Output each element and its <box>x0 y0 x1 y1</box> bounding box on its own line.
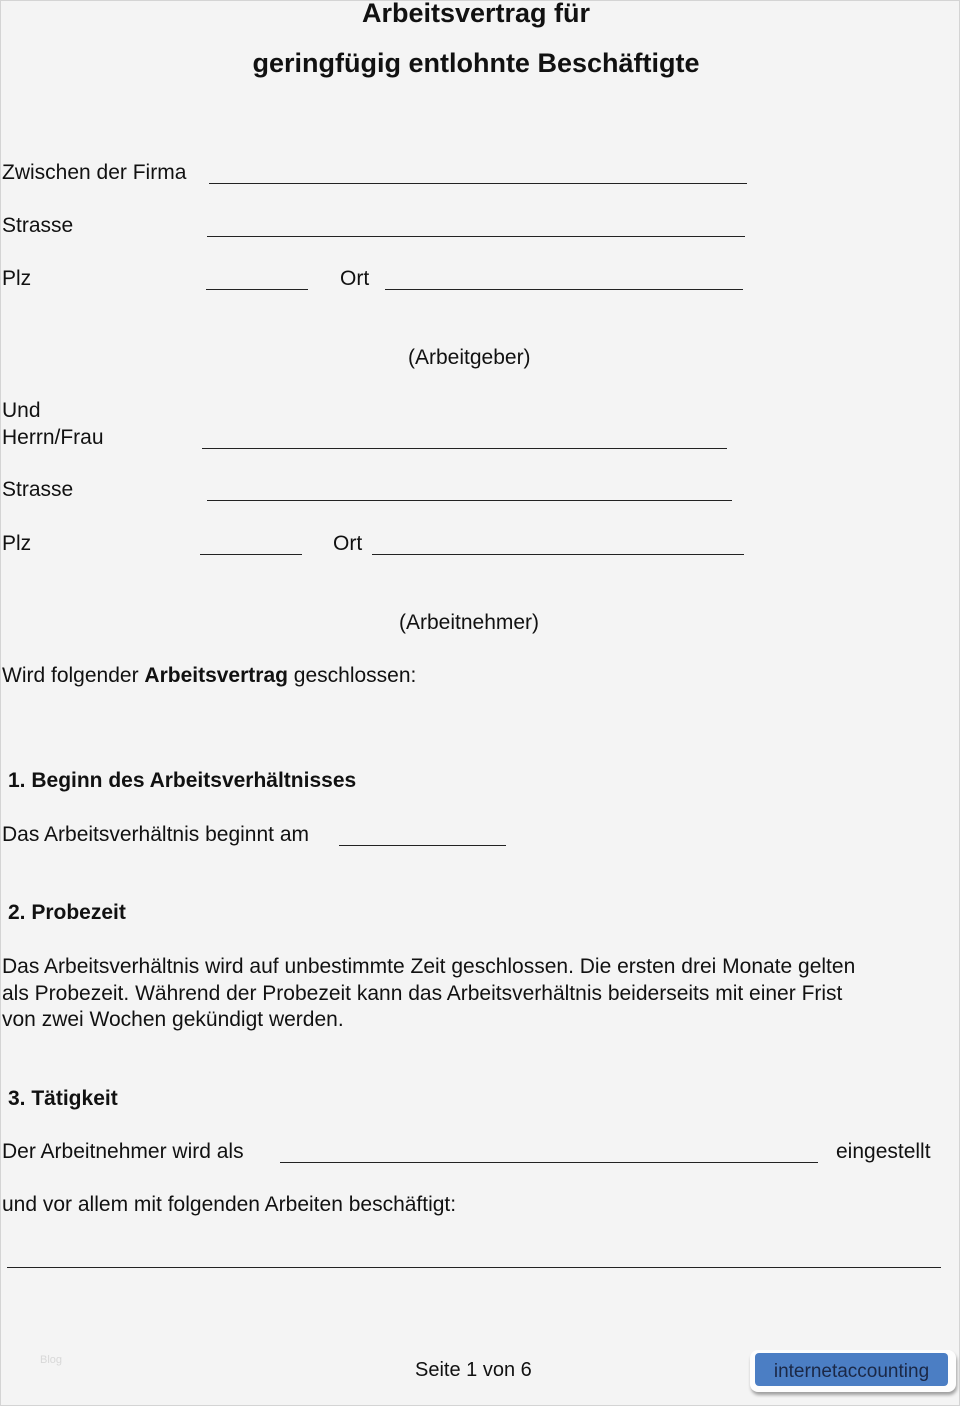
employee-herr-frau-label: Herrn/Frau <box>2 426 104 449</box>
page-number: Seite 1 von 6 <box>415 1359 532 1381</box>
section-2-line-2: als Probezeit. Während der Probezeit kann das Arbeitsverhältnis beiderseits mit einer Frist <box>2 982 843 1005</box>
employer-strasse-field[interactable] <box>207 236 745 237</box>
job-title-field[interactable] <box>280 1162 818 1163</box>
employee-ort-label: Ort <box>333 532 363 555</box>
employer-strasse-label: Strasse <box>2 214 74 237</box>
employer-plz-label: Plz <box>2 267 32 290</box>
section-2-line-3: von zwei Wochen gekündigt werden. <box>2 1008 344 1031</box>
employee-strasse-label: Strasse <box>2 478 74 501</box>
start-date-field[interactable] <box>339 845 506 846</box>
section-1-heading: 1. Beginn des Arbeitsverhältnisses <box>8 769 357 792</box>
section-3-text-before: Der Arbeitnehmer wird als <box>2 1140 244 1163</box>
section-3-heading: 3. Tätigkeit <box>8 1087 118 1110</box>
document-title-line2: geringfügig entlohnte Beschäftigte <box>252 48 700 78</box>
section-2-heading: 2. Probezeit <box>8 901 126 924</box>
employee-plz-field[interactable] <box>200 554 302 555</box>
intro-suffix: geschlossen: <box>287 664 417 687</box>
employer-firma-label: Zwischen der Firma <box>2 161 187 184</box>
brand-badge[interactable]: internetaccounting <box>755 1353 948 1386</box>
section-2-line-1: Das Arbeitsverhältnis wird auf unbestimmte Zeit geschlossen. Die ersten drei Monate gelten <box>2 955 856 978</box>
section-3-text2: und vor allem mit folgenden Arbeiten beschäftigt: <box>2 1193 457 1216</box>
employee-ort-field[interactable] <box>372 554 744 555</box>
employer-ort-field[interactable] <box>385 289 743 290</box>
document-title-line1: Arbeitsvertrag für <box>361 0 591 28</box>
employee-plz-label: Plz <box>2 532 32 555</box>
intro-bold-term: Arbeitsvertrag <box>144 664 288 687</box>
employer-firma-field[interactable] <box>209 183 747 184</box>
employee-strasse-field[interactable] <box>207 500 732 501</box>
watermark-text: Blog <box>40 1354 63 1366</box>
employee-und-label: Und <box>2 399 41 422</box>
employer-plz-field[interactable] <box>206 289 308 290</box>
employee-name-field[interactable] <box>202 448 727 449</box>
duties-field[interactable] <box>7 1267 941 1268</box>
employer-role-label: (Arbeitgeber) <box>408 346 531 369</box>
section-3-text-after: eingestellt <box>836 1140 931 1163</box>
employee-role-label: (Arbeitnehmer) <box>399 611 540 634</box>
intro-prefix: Wird folgender <box>2 664 145 687</box>
intro-sentence <box>2 664 416 688</box>
section-1-text: Das Arbeitsverhältnis beginnt am <box>2 823 309 846</box>
employer-ort-label: Ort <box>340 267 370 290</box>
